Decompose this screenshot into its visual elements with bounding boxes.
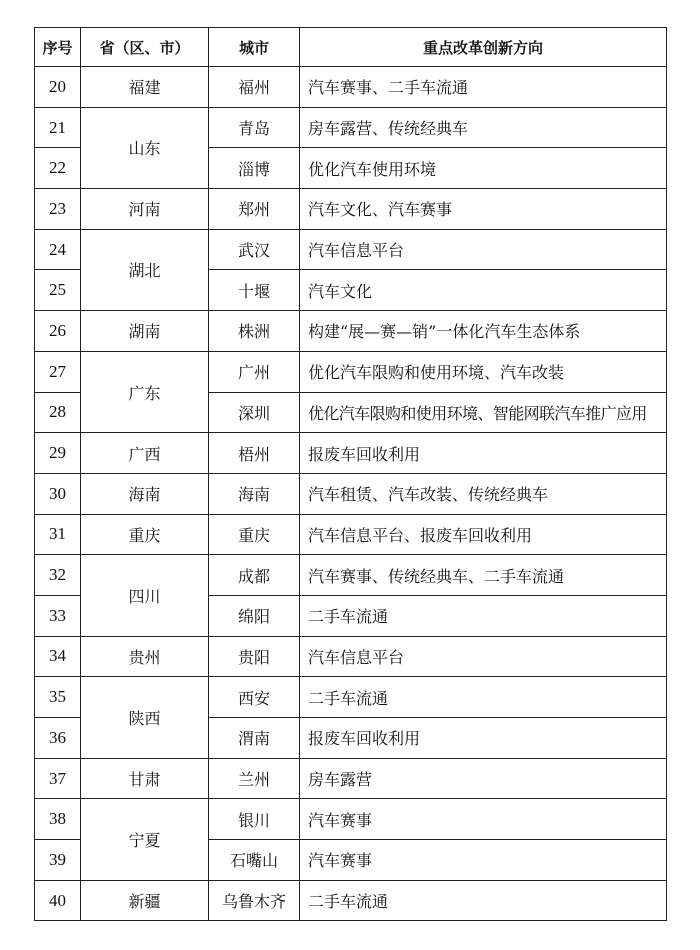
direction-cell: 汽车赛事、传统经典车、二手车流通	[300, 555, 667, 596]
direction-cell: 优化汽车使用环境	[300, 148, 667, 189]
row-number: 20	[35, 67, 81, 108]
province-cell: 贵州	[81, 636, 209, 677]
city-cell: 梧州	[209, 433, 300, 474]
table-row	[35, 189, 667, 230]
province-cell: 河南	[81, 189, 209, 230]
table-row	[35, 67, 667, 108]
row-number: 27	[35, 351, 81, 392]
city-cell: 重庆	[209, 514, 300, 555]
province-cell: 湖南	[81, 311, 209, 352]
city-cell: 郑州	[209, 189, 300, 230]
city-cell: 绵阳	[209, 595, 300, 636]
table-row	[35, 229, 667, 270]
reform-table	[34, 27, 667, 921]
city-cell: 渭南	[209, 718, 300, 759]
row-number: 21	[35, 107, 81, 148]
city-cell: 海南	[209, 473, 300, 514]
direction-cell: 汽车文化、汽车赛事	[300, 189, 667, 230]
row-number: 29	[35, 433, 81, 474]
direction-cell: 报废车回收利用	[300, 718, 667, 759]
row-number: 38	[35, 799, 81, 840]
city-cell: 武汉	[209, 229, 300, 270]
header-province: 省（区、市）	[81, 28, 209, 67]
row-number: 31	[35, 514, 81, 555]
province-cell: 宁夏	[81, 799, 209, 880]
table-row	[35, 677, 667, 718]
row-number: 34	[35, 636, 81, 677]
row-number: 26	[35, 311, 81, 352]
header-direction: 重点改革创新方向	[300, 28, 667, 67]
table-row	[35, 311, 667, 352]
row-number: 23	[35, 189, 81, 230]
city-cell: 广州	[209, 351, 300, 392]
table-row	[35, 107, 667, 148]
row-number: 40	[35, 880, 81, 921]
province-cell: 新疆	[81, 880, 209, 921]
city-cell: 西安	[209, 677, 300, 718]
row-number: 39	[35, 840, 81, 881]
direction-cell: 报废车回收利用	[300, 433, 667, 474]
direction-cell: 汽车赛事	[300, 799, 667, 840]
city-cell: 银川	[209, 799, 300, 840]
direction-cell: 构建“展—赛—销”一体化汽车生态体系	[300, 311, 667, 352]
province-cell: 重庆	[81, 514, 209, 555]
table-row	[35, 636, 667, 677]
row-number: 30	[35, 473, 81, 514]
province-cell: 四川	[81, 555, 209, 636]
table-row	[35, 555, 667, 596]
table-row	[35, 880, 667, 921]
row-number: 24	[35, 229, 81, 270]
city-cell: 株洲	[209, 311, 300, 352]
table-row	[35, 473, 667, 514]
table-row	[35, 433, 667, 474]
row-number: 22	[35, 148, 81, 189]
direction-cell: 房车露营	[300, 758, 667, 799]
direction-cell: 汽车信息平台	[300, 636, 667, 677]
table-row	[35, 799, 667, 840]
row-number: 32	[35, 555, 81, 596]
direction-cell: 汽车信息平台、报废车回收利用	[300, 514, 667, 555]
province-cell: 陕西	[81, 677, 209, 758]
city-cell: 乌鲁木齐	[209, 880, 300, 921]
province-cell: 海南	[81, 473, 209, 514]
direction-cell: 汽车租赁、汽车改装、传统经典车	[300, 473, 667, 514]
direction-cell: 二手车流通	[300, 880, 667, 921]
row-number: 36	[35, 718, 81, 759]
direction-cell: 二手车流通	[300, 677, 667, 718]
city-cell: 青岛	[209, 107, 300, 148]
city-cell: 成都	[209, 555, 300, 596]
direction-cell: 汽车文化	[300, 270, 667, 311]
header-city: 城市	[209, 28, 300, 67]
city-cell: 十堰	[209, 270, 300, 311]
province-cell: 广西	[81, 433, 209, 474]
table-row	[35, 758, 667, 799]
province-cell: 广东	[81, 351, 209, 432]
direction-cell: 汽车赛事、二手车流通	[300, 67, 667, 108]
header-row	[35, 28, 667, 67]
city-cell: 贵阳	[209, 636, 300, 677]
table-row	[35, 351, 667, 392]
header-no: 序号	[35, 28, 81, 67]
direction-cell: 汽车信息平台	[300, 229, 667, 270]
row-number: 28	[35, 392, 81, 433]
city-cell: 淄博	[209, 148, 300, 189]
city-cell: 兰州	[209, 758, 300, 799]
city-cell: 深圳	[209, 392, 300, 433]
row-number: 33	[35, 595, 81, 636]
row-number: 37	[35, 758, 81, 799]
province-cell: 山东	[81, 107, 209, 188]
province-cell: 湖北	[81, 229, 209, 310]
direction-cell: 房车露营、传统经典车	[300, 107, 667, 148]
province-cell: 甘肃	[81, 758, 209, 799]
direction-cell: 优化汽车限购和使用环境、智能网联汽车推广应用	[300, 392, 667, 433]
table-row	[35, 514, 667, 555]
row-number: 35	[35, 677, 81, 718]
direction-cell: 优化汽车限购和使用环境、汽车改装	[300, 351, 667, 392]
province-cell: 福建	[81, 67, 209, 108]
direction-cell: 汽车赛事	[300, 840, 667, 881]
city-cell: 福州	[209, 67, 300, 108]
row-number: 25	[35, 270, 81, 311]
city-cell: 石嘴山	[209, 840, 300, 881]
direction-cell: 二手车流通	[300, 595, 667, 636]
